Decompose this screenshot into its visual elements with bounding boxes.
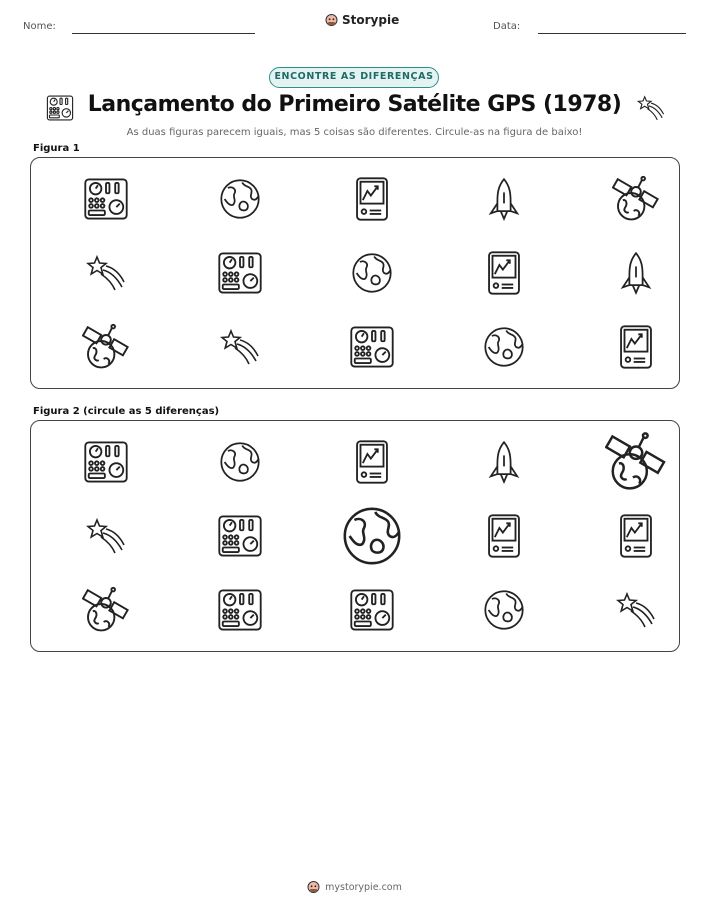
date-line[interactable] bbox=[538, 33, 686, 34]
satellite-icon bbox=[82, 323, 130, 371]
storypie-mascot-icon bbox=[307, 880, 320, 894]
storypie-mascot-icon bbox=[325, 13, 338, 27]
map-device-icon[interactable] bbox=[613, 513, 659, 559]
control-panel-icon bbox=[217, 250, 263, 296]
map-device-icon bbox=[613, 324, 659, 370]
map-device-icon bbox=[481, 250, 527, 296]
shooting-star-icon[interactable] bbox=[616, 590, 656, 630]
control-panel-icon[interactable] bbox=[349, 587, 395, 633]
shooting-star-icon[interactable] bbox=[86, 516, 126, 556]
earth-icon[interactable] bbox=[218, 440, 262, 484]
rocket-icon[interactable] bbox=[482, 440, 526, 484]
map-device-icon[interactable] bbox=[481, 513, 527, 559]
brand-logo bbox=[325, 13, 399, 27]
figure1-label: Figura 1 bbox=[33, 143, 80, 154]
figure1-panel bbox=[30, 157, 680, 389]
shooting-star-icon bbox=[86, 253, 126, 293]
rocket-icon bbox=[482, 177, 526, 221]
footer bbox=[0, 880, 709, 894]
satellite-icon[interactable] bbox=[82, 586, 130, 634]
shooting-star-icon bbox=[220, 327, 260, 367]
satellite-icon[interactable] bbox=[605, 431, 667, 493]
control-panel-icon bbox=[349, 324, 395, 370]
control-panel-icon[interactable] bbox=[217, 587, 263, 633]
name-label: Nome: bbox=[23, 21, 56, 32]
activity-badge: ENCONTRE AS DIFERENÇAS bbox=[269, 67, 439, 88]
earth-icon[interactable] bbox=[482, 588, 526, 632]
page-title: Lançamento do Primeiro Satélite GPS (1978) bbox=[87, 92, 622, 117]
map-device-icon bbox=[349, 176, 395, 222]
control-panel-icon bbox=[83, 176, 129, 222]
brand-name: Storypie bbox=[342, 13, 400, 27]
shooting-star-icon bbox=[637, 94, 665, 122]
rocket-icon bbox=[614, 251, 658, 295]
earth-icon bbox=[482, 325, 526, 369]
control-panel-icon[interactable] bbox=[83, 439, 129, 485]
footer-url: mystorypie.com bbox=[325, 881, 402, 893]
instructions: As duas figuras parecem iguais, mas 5 coisas são diferentes. Circule-as na figura de baixo! bbox=[126, 127, 583, 138]
earth-icon bbox=[350, 251, 394, 295]
control-panel-icon[interactable] bbox=[217, 513, 263, 559]
map-device-icon[interactable] bbox=[349, 439, 395, 485]
earth-icon bbox=[218, 177, 262, 221]
date-label: Data: bbox=[493, 21, 521, 32]
satellite-icon bbox=[612, 175, 660, 223]
figure2-label: Figura 2 (circule as 5 diferenças) bbox=[33, 406, 220, 417]
earth-icon[interactable] bbox=[340, 504, 404, 568]
figure2-panel[interactable] bbox=[30, 420, 680, 652]
name-line[interactable] bbox=[72, 33, 255, 34]
